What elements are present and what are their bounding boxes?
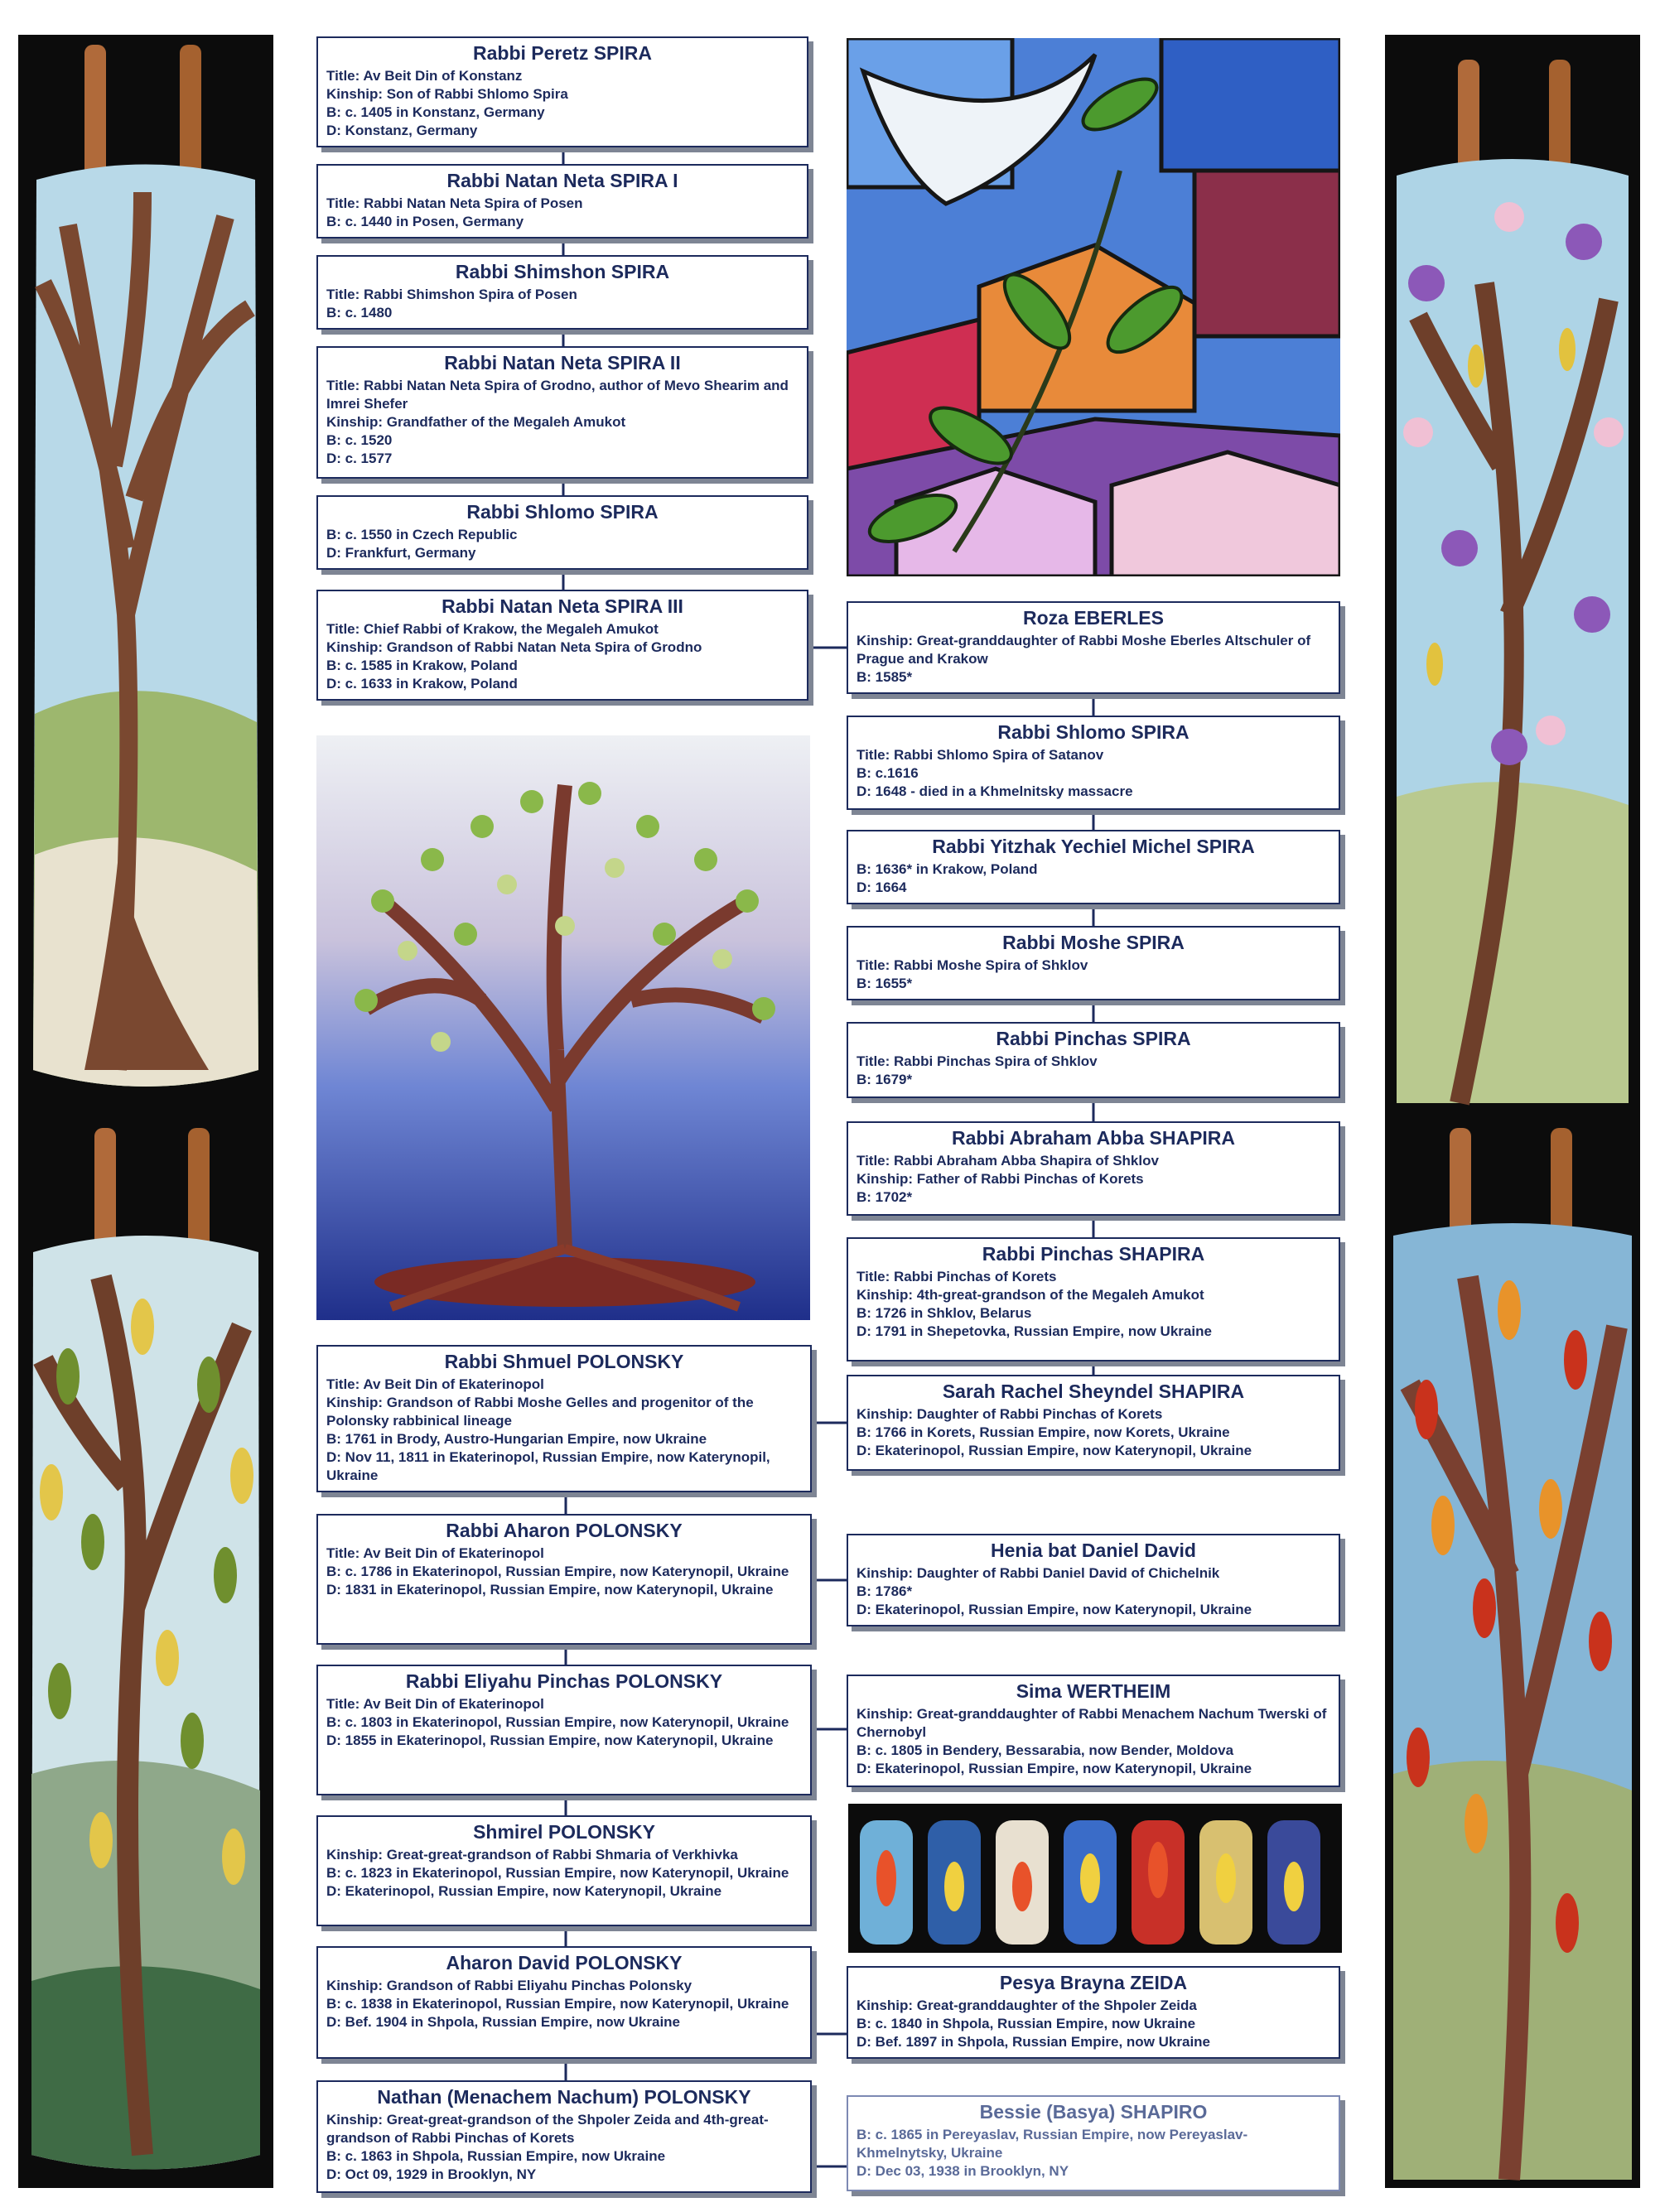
person-card — [847, 830, 1340, 904]
person-detail: Kinship: Father of Rabbi Pinchas of Korets — [857, 1171, 1144, 1187]
person-detail: Kinship: Great-granddaughter of the Shpoler Zeida — [857, 1998, 1197, 2013]
person-name: Rabbi Shmuel POLONSKY — [444, 1351, 684, 1372]
person-card — [847, 1534, 1340, 1626]
person-card — [847, 1022, 1340, 1098]
person-name: Shmirel POLONSKY — [473, 1821, 655, 1843]
person-detail: B: c. 1550 in Czech Republic — [326, 527, 518, 542]
person-name: Bessie (Basya) SHAPIRO — [979, 2101, 1208, 2123]
person-detail: B: c. 1805 in Bendery, Bessarabia, now Bender, Moldova — [857, 1742, 1234, 1758]
person-name: Rabbi Abraham Abba SHAPIRA — [951, 1127, 1236, 1149]
person-name: Rabbi Pinchas SPIRA — [996, 1028, 1191, 1049]
person-card — [316, 1665, 812, 1795]
person-detail: D: 1791 in Shepetovka, Russian Empire, now Ukraine — [857, 1323, 1212, 1339]
person-detail: B: c. 1863 in Shpola, Russian Empire, now Ukraine — [326, 2148, 666, 2164]
person-detail: D: Ekaterinopol, Russian Empire, now Katerynopil, Ukraine — [857, 1761, 1252, 1776]
person-detail: Title: Av Beit Din of Ekaterinopol — [326, 1696, 544, 1712]
person-detail: D: Ekaterinopol, Russian Empire, now Katerynopil, Ukraine — [857, 1443, 1252, 1458]
person-card — [847, 1675, 1340, 1787]
person-detail: B: c. 1480 — [326, 305, 393, 320]
person-detail: D: 1855 in Ekaterinopol, Russian Empire, now Katerynopil, Ukraine — [326, 1732, 774, 1748]
person-detail: Title: Rabbi Moshe Spira of Shklov — [857, 957, 1088, 973]
person-detail: B: c. 1838 in Ekaterinopol, Russian Empire, now Katerynopil, Ukraine — [326, 1996, 789, 2012]
tree-quilt — [316, 735, 810, 1320]
person-detail: D: Bef. 1904 in Shpola, Russian Empire, now Ukraine — [326, 2014, 681, 2030]
person-name: Roza EBERLES — [1023, 607, 1164, 629]
seven-torah-scroll-covers-icon — [848, 1804, 1342, 1953]
scroll-top-right — [1385, 35, 1640, 1111]
torah-scroll-bare-tree-quilt-icon — [18, 35, 273, 1111]
person-detail: D: Ekaterinopol, Russian Empire, now Katerynopil, Ukraine — [326, 1883, 722, 1899]
person-name: Rabbi Peretz SPIRA — [473, 42, 652, 64]
torah-scroll-blossom-tree-quilt-icon — [1385, 35, 1640, 1111]
person-detail: Title: Rabbi Pinchas of Korets — [857, 1269, 1057, 1284]
person-detail: Title: Av Beit Din of Ekaterinopol — [326, 1376, 544, 1392]
stained-glass-dove — [847, 38, 1340, 576]
person-name: Rabbi Eliyahu Pinchas POLONSKY — [405, 1670, 723, 1692]
person-card — [316, 2080, 812, 2193]
person-card — [847, 926, 1340, 1000]
person-card — [316, 495, 808, 570]
person-detail: B: c. 1440 in Posen, Germany — [326, 214, 524, 229]
person-detail: Kinship: Grandson of Rabbi Natan Neta Spira of Grodno — [326, 639, 702, 655]
person-name: Henia bat Daniel David — [991, 1540, 1196, 1561]
person-detail: Kinship: 4th-great-grandson of the Megaleh Amukot — [857, 1287, 1204, 1303]
scroll-top-left — [18, 35, 273, 1111]
person-name: Rabbi Shlomo SPIRA — [466, 501, 659, 523]
dove-olive-branch-stained-glass-icon — [847, 38, 1340, 576]
person-detail: Kinship: Grandfather of the Megaleh Amukot — [326, 414, 626, 430]
person-detail: B: c. 1823 in Ekaterinopol, Russian Empire, now Katerynopil, Ukraine — [326, 1865, 789, 1881]
person-name: Sima WERTHEIM — [1016, 1680, 1171, 1702]
person-detail: Kinship: Son of Rabbi Shlomo Spira — [326, 86, 568, 102]
person-card — [847, 2095, 1340, 2191]
person-name: Rabbi Yitzhak Yechiel Michel SPIRA — [932, 836, 1255, 857]
person-detail: Kinship: Grandson of Rabbi Moshe Gelles and progenitor of the Polonsky rabbinical lineage — [326, 1395, 754, 1429]
person-name: Rabbi Natan Neta SPIRA II — [444, 352, 681, 373]
person-detail: D: Dec 03, 1938 in Brooklyn, NY — [857, 2163, 1069, 2179]
person-detail: B: 1636* in Krakow, Poland — [857, 861, 1038, 877]
person-detail: Kinship: Great-granddaughter of Rabbi Moshe Eberles Altschuler of Prague and Krakow — [857, 633, 1311, 667]
person-detail: B: 1655* — [857, 976, 913, 991]
person-detail: Title: Rabbi Shlomo Spira of Satanov — [857, 747, 1104, 763]
person-detail: Kinship: Great-great-grandson of the Shpoler Zeida and 4th-great-grandson of Rabbi Pinchas of Korets — [326, 2112, 769, 2146]
scroll-bottom-left — [18, 1111, 273, 2188]
torah-scroll-red-leaf-tree-quilt-icon — [1385, 1111, 1640, 2188]
person-detail: B: c. 1803 in Ekaterinopol, Russian Empire, now Katerynopil, Ukraine — [326, 1714, 789, 1730]
person-card — [316, 1946, 812, 2059]
person-name: Rabbi Shlomo SPIRA — [997, 721, 1190, 743]
person-detail: D: Frankfurt, Germany — [326, 545, 476, 561]
person-card — [316, 346, 808, 479]
person-card — [847, 1237, 1340, 1361]
person-detail: D: Bef. 1897 in Shpola, Russian Empire, now Ukraine — [857, 2034, 1211, 2050]
person-name: Rabbi Natan Neta SPIRA III — [442, 595, 683, 617]
person-detail: D: 1648 - died in a Khmelnitsky massacre — [857, 783, 1133, 799]
scroll-bottom-right — [1385, 1111, 1640, 2188]
person-detail: B: 1702* — [857, 1189, 913, 1205]
person-detail: Title: Rabbi Natan Neta Spira of Grodno, author of Mevo Shearim and Imrei Shefer — [326, 378, 789, 412]
person-card — [847, 1966, 1340, 2059]
person-detail: Title: Av Beit Din of Ekaterinopol — [326, 1545, 544, 1561]
person-detail: Title: Rabbi Abraham Abba Shapira of Shklov — [857, 1153, 1159, 1169]
person-detail: B: c. 1520 — [326, 432, 393, 448]
person-card — [316, 590, 808, 701]
person-name: Rabbi Shimshon SPIRA — [455, 261, 670, 282]
person-detail: B: c.1616 — [857, 765, 919, 781]
person-detail: Title: Rabbi Pinchas Spira of Shklov — [857, 1053, 1098, 1069]
person-detail: Kinship: Grandson of Rabbi Eliyahu Pinchas Polonsky — [326, 1978, 692, 1993]
person-card — [316, 164, 808, 239]
person-card — [847, 716, 1340, 810]
person-card — [316, 1345, 812, 1492]
person-card — [847, 601, 1340, 694]
person-card — [316, 1514, 812, 1645]
person-detail: B: c. 1840 in Shpola, Russian Empire, now Ukraine — [857, 2016, 1196, 2031]
person-detail: B: c. 1786 in Ekaterinopol, Russian Empire, now Katerynopil, Ukraine — [326, 1564, 789, 1579]
person-detail: D: Konstanz, Germany — [326, 123, 478, 138]
scroll-collection — [848, 1804, 1342, 1953]
person-detail: Kinship: Great-great-grandson of Rabbi Shmaria of Verkhivka — [326, 1847, 738, 1863]
person-detail: D: c. 1633 in Krakow, Poland — [326, 676, 518, 692]
person-name: Pesya Brayna ZEIDA — [999, 1972, 1188, 1993]
person-name: Rabbi Natan Neta SPIRA I — [446, 170, 678, 191]
person-detail: Kinship: Daughter of Rabbi Pinchas of Korets — [857, 1406, 1163, 1422]
person-detail: B: c. 1585 in Krakow, Poland — [326, 658, 518, 673]
person-detail: B: 1726 in Shklov, Belarus — [857, 1305, 1032, 1321]
person-name: Sarah Rachel Sheyndel SHAPIRA — [942, 1381, 1245, 1402]
person-name: Aharon David POLONSKY — [446, 1952, 683, 1973]
person-card — [847, 1375, 1340, 1471]
person-detail: Title: Av Beit Din of Konstanz — [326, 68, 523, 84]
person-detail: B: c. 1865 in Pereyaslav, Russian Empire, now Pereyaslav-Khmelnytsky, Ukraine — [857, 2127, 1248, 2161]
person-card — [316, 1815, 812, 1926]
person-card — [847, 1121, 1340, 1216]
person-detail: B: 1585* — [857, 669, 913, 685]
person-detail: D: c. 1577 — [326, 451, 393, 466]
person-detail: B: 1766 in Korets, Russian Empire, now Korets, Ukraine — [857, 1424, 1230, 1440]
person-card — [316, 255, 808, 330]
person-detail: B: c. 1405 in Konstanz, Germany — [326, 104, 545, 120]
person-detail: Title: Rabbi Shimshon Spira of Posen — [326, 287, 577, 302]
person-detail: B: 1761 in Brody, Austro-Hungarian Empire, now Ukraine — [326, 1431, 707, 1447]
person-detail: D: 1831 in Ekaterinopol, Russian Empire, now Katerynopil, Ukraine — [326, 1582, 774, 1598]
person-name: Rabbi Aharon POLONSKY — [446, 1520, 683, 1541]
person-detail: Kinship: Daughter of Rabbi Daniel David of Chichelnik — [857, 1565, 1220, 1581]
person-detail: D: Ekaterinopol, Russian Empire, now Katerynopil, Ukraine — [857, 1602, 1252, 1617]
person-card — [316, 36, 808, 147]
person-detail: D: Oct 09, 1929 in Brooklyn, NY — [326, 2166, 537, 2182]
torah-scroll-green-leaf-tree-quilt-icon — [18, 1111, 273, 2188]
person-detail: Title: Chief Rabbi of Krakow, the Megaleh Amukot — [326, 621, 659, 637]
person-detail: D: 1664 — [857, 879, 907, 895]
person-detail: D: Nov 11, 1811 in Ekaterinopol, Russian Empire, now Katerynopil, Ukraine — [326, 1449, 770, 1483]
person-name: Nathan (Menachem Nachum) POLONSKY — [377, 2086, 751, 2108]
person-detail: B: 1679* — [857, 1072, 913, 1087]
person-name: Rabbi Pinchas SHAPIRA — [982, 1243, 1205, 1265]
person-name: Rabbi Moshe SPIRA — [1002, 932, 1185, 953]
person-detail: B: 1786* — [857, 1583, 913, 1599]
person-detail: Title: Rabbi Natan Neta Spira of Posen — [326, 195, 583, 211]
tree-of-life-quilt-icon — [316, 735, 810, 1320]
person-detail: Kinship: Great-granddaughter of Rabbi Menachem Nachum Twerski of Chernobyl — [857, 1706, 1327, 1740]
